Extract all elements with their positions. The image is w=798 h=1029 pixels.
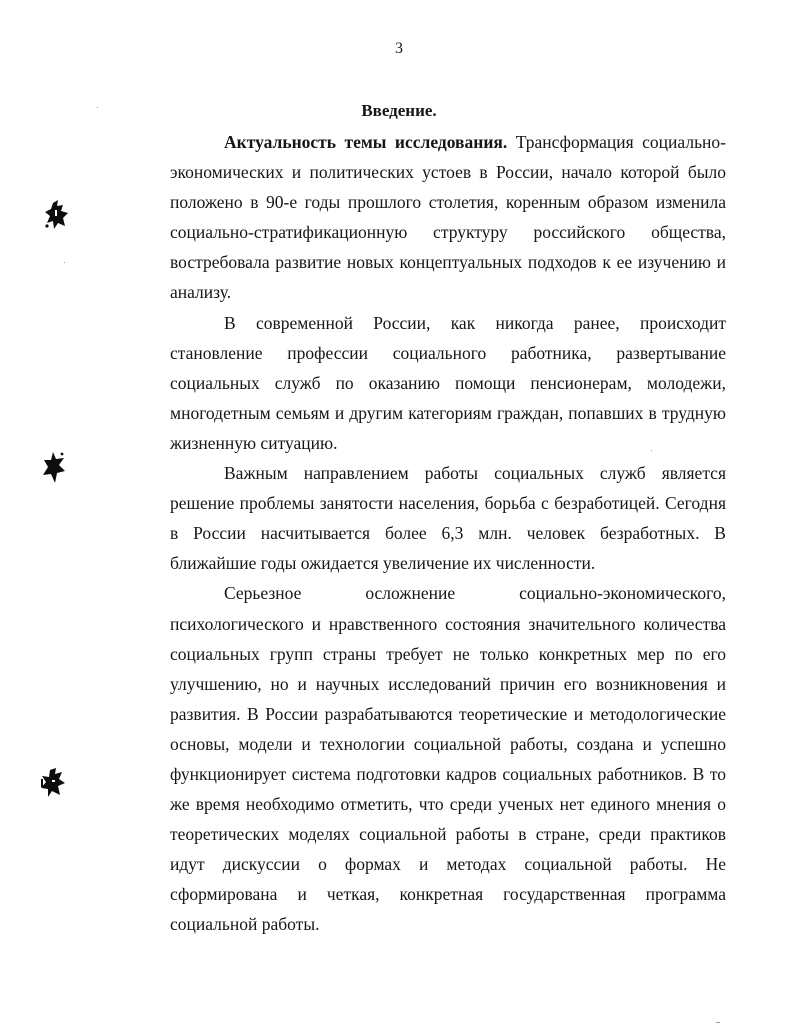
body-text <box>170 127 726 940</box>
scan-speck <box>97 107 98 108</box>
scan-speck <box>64 262 65 263</box>
scan-speck <box>651 450 652 451</box>
ink-blot-bottom <box>40 768 66 798</box>
paragraph-relevance <box>170 127 726 308</box>
scan-speck <box>716 1022 720 1023</box>
paragraph-theory: Серьезное осложнение социально-экономического, психологического и нравственного состояния значительного количества социальных групп страны требует не только конкретных мер по его улучшению, но и научных исследований причин его возникновения и развития. В России разрабатываются теоретические и методологические основы, модели и технологии социальной работы, создана и успешно функционирует система подготовки кадров социальных работников. В то же время необходимо отметить, что среди ученых нет единого мнения о теоретических моделях социальной работы в стране, среди практиков идут дискуссии о формах и методах социальной работы. Не сформирована и четкая, конкретная государственная программа социальной работы. <box>170 583 726 935</box>
page-number: 3 <box>395 40 403 57</box>
paragraph-employment: Важным направлением работы социальных служб является решение проблемы занятости населения, борьба с безработицей. Сегодня в России насчитывается более 6,3 млн. человек безработных. В ближайшие годы ожидается увеличение их численности. <box>170 463 726 574</box>
paragraph-text: Трансформация социально-экономических и политических устоев в России, начало которой было положено в 90-е годы прошлого столетия, коренным образом изменила социально-стратификационную структуру российского общества, востребовала развитие новых концептуальных подходов к ее изучению и анализу. <box>170 132 726 303</box>
ink-blot-middle <box>42 452 66 484</box>
paragraph-social-work: В современной России, как никогда ранее, происходит становление профессии социального работника, развертывание социальных служб по оказанию помощи пенсионерам, молодежи, многодетным семьям и другим категориям граждан, попавших в трудную жизненную ситуацию. <box>170 312 726 453</box>
ink-blot-top <box>44 200 70 230</box>
paragraph-lead: Актуальность темы исследования. <box>224 132 508 152</box>
section-title: Введение. <box>361 101 437 120</box>
